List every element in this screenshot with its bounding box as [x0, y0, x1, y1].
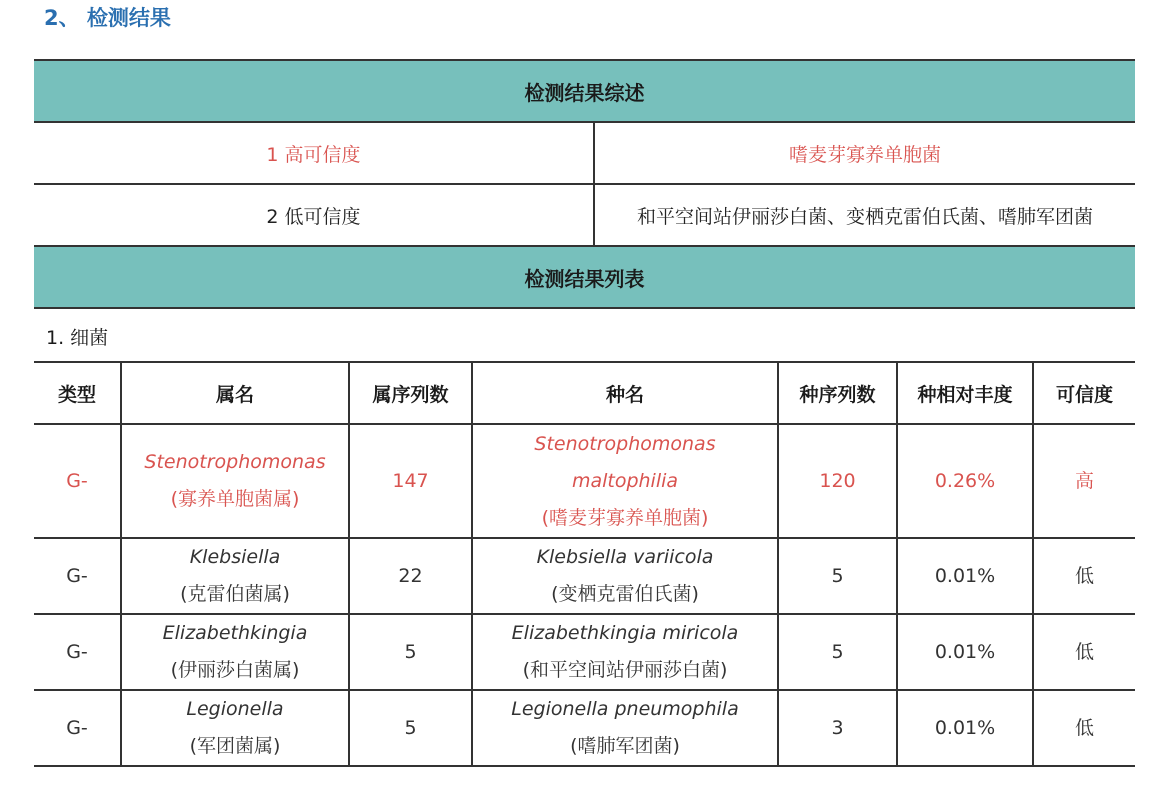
- cell-confidence: 低: [1033, 538, 1135, 614]
- summary-title: 检测结果综述: [34, 60, 1135, 122]
- table-row: [34, 690, 1135, 766]
- cell-genus: [121, 538, 349, 614]
- header-type: 类型: [34, 362, 121, 424]
- genus-chinese: (军团菌属): [189, 735, 281, 757]
- cell-abundance: 0.01%: [897, 690, 1033, 766]
- header-genus: 属名: [121, 362, 349, 424]
- bacteria-results-table: [34, 361, 1135, 767]
- header-abundance: 种相对丰度: [897, 362, 1033, 424]
- species-latin: Klebsiella variicola: [536, 546, 714, 568]
- summary-level-high: 1 高可信度: [34, 122, 594, 184]
- cell-species-reads: 5: [778, 538, 897, 614]
- cell-confidence: 低: [1033, 690, 1135, 766]
- cell-abundance: 0.26%: [897, 424, 1033, 538]
- species-latin: Elizabethkingia miricola: [511, 622, 739, 644]
- cell-abundance: 0.01%: [897, 614, 1033, 690]
- cell-species: [472, 614, 778, 690]
- species-chinese: (嗜麦芽寡养单胞菌): [541, 506, 709, 529]
- cell-species: [472, 424, 778, 538]
- cell-type: G-: [34, 614, 121, 690]
- cell-species: [472, 690, 778, 766]
- genus-latin: Klebsiella: [189, 546, 281, 568]
- table-header-row: [34, 362, 1135, 424]
- cell-genus-reads: 5: [349, 614, 472, 690]
- cell-species: [472, 538, 778, 614]
- cell-genus-reads: 22: [349, 538, 472, 614]
- genus-latin: Elizabethkingia: [162, 622, 308, 644]
- list-title: 检测结果列表: [34, 246, 1135, 308]
- summary-level-low: 2 低可信度: [34, 184, 594, 246]
- bacteria-label: 1. 细菌: [46, 327, 109, 349]
- species-latin: Legionella pneumophila: [511, 698, 739, 720]
- cell-genus: [121, 614, 349, 690]
- summary-organisms-high: 嗜麦芽寡养单胞菌: [594, 122, 1135, 184]
- species-latin-line1: Stenotrophomonas: [534, 432, 716, 455]
- cell-abundance: 0.01%: [897, 538, 1033, 614]
- cell-type: G-: [34, 690, 121, 766]
- cell-genus-reads: 5: [349, 690, 472, 766]
- summary-header-row: [34, 60, 1135, 122]
- header-genus-reads: 属序列数: [349, 362, 472, 424]
- table-row: [34, 424, 1135, 538]
- summary-row-high: [34, 122, 1135, 184]
- section-title: 2、 检测结果: [44, 6, 171, 30]
- cell-species-reads: 3: [778, 690, 897, 766]
- species-chinese: (变栖克雷伯氏菌): [551, 583, 699, 605]
- table-row: [34, 538, 1135, 614]
- genus-chinese: (克雷伯菌属): [180, 583, 290, 605]
- header-species: 种名: [472, 362, 778, 424]
- cell-type: G-: [34, 538, 121, 614]
- cell-species-reads: 5: [778, 614, 897, 690]
- genus-latin: Stenotrophomonas: [144, 451, 326, 473]
- genus-chinese: (寡养单胞菌属): [170, 488, 300, 510]
- cell-confidence: 低: [1033, 614, 1135, 690]
- cell-type: G-: [34, 424, 121, 538]
- cell-genus-reads: 147: [349, 424, 472, 538]
- species-chinese: (嗜肺军团菌): [570, 735, 680, 757]
- summary-row-low: [34, 184, 1135, 246]
- cell-genus: [121, 690, 349, 766]
- genus-latin: Legionella: [186, 698, 284, 720]
- summary-organisms-low: 和平空间站伊丽莎白菌、变栖克雷伯氏菌、嗜肺军团菌: [594, 184, 1135, 246]
- list-header-row: [34, 246, 1135, 308]
- cell-species-reads: 120: [778, 424, 897, 538]
- header-species-reads: 种序列数: [778, 362, 897, 424]
- header-confidence: 可信度: [1033, 362, 1135, 424]
- species-latin-line2: maltophilia: [571, 469, 679, 492]
- cell-genus: [121, 424, 349, 538]
- genus-chinese: (伊丽莎白菌属): [170, 659, 300, 681]
- species-chinese: (和平空间站伊丽莎白菌): [522, 659, 728, 681]
- summary-table: [34, 59, 1135, 309]
- cell-confidence: 高: [1033, 424, 1135, 538]
- table-row: [34, 614, 1135, 690]
